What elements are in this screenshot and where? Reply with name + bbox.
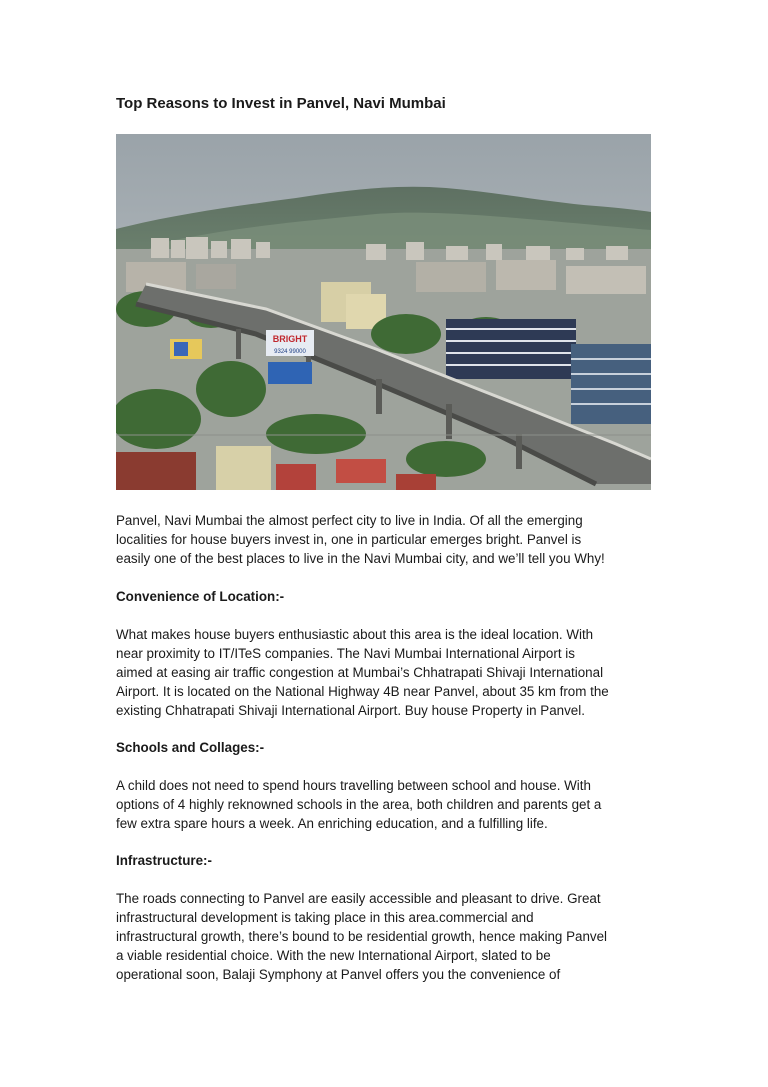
body-line: infrastructural development is taking place in this area.commercial and <box>116 910 534 925</box>
section-location <box>116 587 656 606</box>
body-line: existing Chhatrapati Shivaji International Airport. Buy house Property in Panvel. <box>116 703 585 718</box>
body-line: The roads connecting to Panvel are easily accessible and pleasant to drive. Great <box>116 891 601 906</box>
section-schools-body <box>116 776 656 833</box>
body-line: What makes house buyers enthusiastic about this area is the ideal location. With <box>116 627 594 642</box>
section-heading: Convenience of Location:- <box>116 589 285 604</box>
svg-text:BRIGHT: BRIGHT <box>272 334 308 344</box>
section-location-body <box>116 625 656 720</box>
body-line: aimed at easing air traffic congestion at Mumbai’s Chhatrapati Shivaji International <box>116 665 604 680</box>
document-title: Top Reasons to Invest in Panvel, Navi Mumbai <box>116 95 446 112</box>
section-heading: Infrastructure:- <box>116 853 212 868</box>
body-line: few extra spare hours a week. An enriching education, and a fulfilling life. <box>116 816 548 831</box>
body-line: A child does not need to spend hours travelling between school and house. With <box>116 778 591 793</box>
city-photo <box>116 134 651 490</box>
body-line: operational soon, Balaji Symphony at Panvel offers you the convenience of <box>116 967 561 982</box>
intro-line: Panvel, Navi Mumbai the almost perfect city to live in India. Of all the emerging <box>116 513 583 528</box>
body-line: options of 4 highly reknowned schools in the area, both children and parents get a <box>116 797 602 812</box>
body-line: near proximity to IT/ITeS companies. The Navi Mumbai International Airport is <box>116 646 575 661</box>
body-line: a viable residential choice. With the new International Airport, slated to be <box>116 948 551 963</box>
intro-line: localities for house buyers invest in, one in particular emerges bright. Panvel is <box>116 532 582 547</box>
section-infrastructure <box>116 851 656 870</box>
section-schools <box>116 738 656 757</box>
intro-paragraph <box>116 511 656 568</box>
section-heading: Schools and Collages:- <box>116 740 265 755</box>
section-infrastructure-body <box>116 889 656 984</box>
body-line: Airport. It is located on the National Highway 4B near Panvel, about 35 km from the <box>116 684 609 699</box>
svg-text:9324 99000: 9324 99000 <box>274 349 306 355</box>
intro-line: easily one of the best places to live in the Navi Mumbai city, and we’ll tell you Why! <box>116 551 605 566</box>
body-line: infrastructural growth, there’s bound to be residential growth, hence making Panvel <box>116 929 608 944</box>
